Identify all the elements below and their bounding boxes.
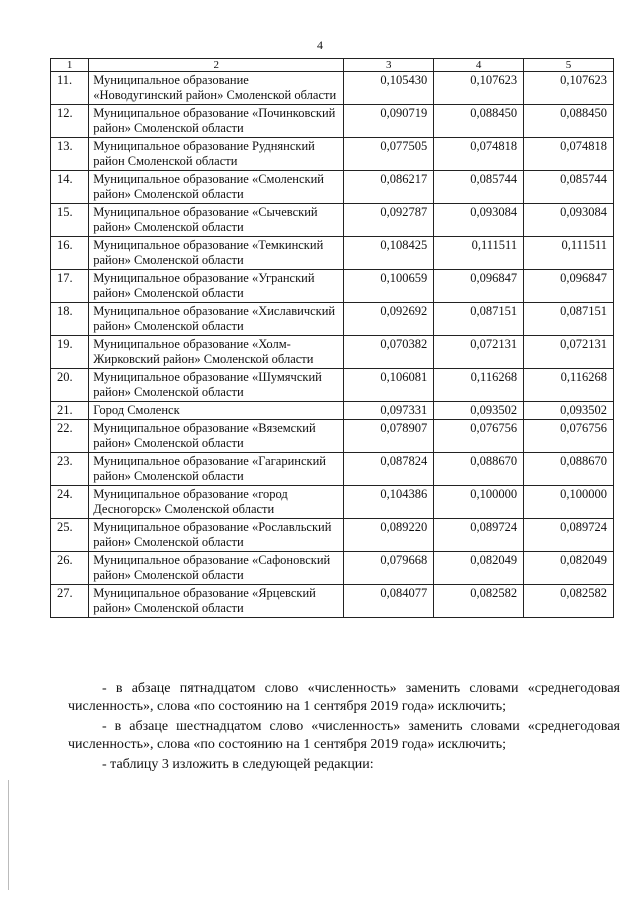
table-row xyxy=(51,420,614,453)
value-cell: 0,116268 xyxy=(524,369,614,402)
value-cell: 0,090719 xyxy=(344,105,434,138)
value-cell: 0,085744 xyxy=(524,171,614,204)
value-cell: 0,096847 xyxy=(434,270,524,303)
value-cell: 0,093084 xyxy=(434,204,524,237)
row-number-cell: 26. xyxy=(51,552,89,585)
value-cell: 0,088450 xyxy=(434,105,524,138)
row-number-cell: 11. xyxy=(51,72,89,105)
value-cell: 0,078907 xyxy=(344,420,434,453)
row-number-cell: 23. xyxy=(51,453,89,486)
value-cell: 0,087824 xyxy=(344,453,434,486)
value-cell: 0,105430 xyxy=(344,72,434,105)
table-row xyxy=(51,486,614,519)
header-cell: 2 xyxy=(89,59,344,72)
value-cell: 0,100000 xyxy=(524,486,614,519)
table-row xyxy=(51,105,614,138)
scan-edge-line xyxy=(8,780,9,890)
header-cell: 5 xyxy=(524,59,614,72)
municipality-name-cell: Муниципальное образование «Новодугинский район» Смоленской области xyxy=(89,72,344,105)
municipality-name-cell: Муниципальное образование «Шумячский район» Смоленской области xyxy=(89,369,344,402)
row-number-cell: 18. xyxy=(51,303,89,336)
table-row xyxy=(51,453,614,486)
municipality-name-cell: Муниципальное образование «Холм-Жирковский район» Смоленской области xyxy=(89,336,344,369)
municipality-name-cell: Муниципальное образование «Сафоновский район» Смоленской области xyxy=(89,552,344,585)
value-cell: 0,092787 xyxy=(344,204,434,237)
value-cell: 0,106081 xyxy=(344,369,434,402)
value-cell: 0,093502 xyxy=(524,402,614,420)
paragraph: - в абзаце шестнадцатом слово «численность» заменить словами «среднегодовая численность», слова «по состоянию на 1 сентября 2019 года» исключить; xyxy=(68,719,620,752)
row-number-cell: 19. xyxy=(51,336,89,369)
municipality-name-cell: Муниципальное образование «Хиславичский район» Смоленской области xyxy=(89,303,344,336)
row-number-cell: 27. xyxy=(51,585,89,618)
municipality-name-cell: Муниципальное образование «Гагаринский район» Смоленской области xyxy=(89,453,344,486)
value-cell: 0,092692 xyxy=(344,303,434,336)
value-cell: 0,111511 xyxy=(434,237,524,270)
municipality-name-cell: Муниципальное образование «Починковский район» Смоленской области xyxy=(89,105,344,138)
value-cell: 0,088450 xyxy=(524,105,614,138)
value-cell: 0,097331 xyxy=(344,402,434,420)
value-cell: 0,107623 xyxy=(434,72,524,105)
paragraph: - таблицу 3 изложить в следующей редакции: xyxy=(102,757,374,772)
value-cell: 0,093084 xyxy=(524,204,614,237)
value-cell: 0,104386 xyxy=(344,486,434,519)
value-cell: 0,088670 xyxy=(434,453,524,486)
row-number-cell: 21. xyxy=(51,402,89,420)
table-row xyxy=(51,72,614,105)
value-cell: 0,116268 xyxy=(434,369,524,402)
value-cell: 0,082582 xyxy=(524,585,614,618)
value-cell: 0,107623 xyxy=(524,72,614,105)
municipality-name-cell: Муниципальное образование «Ярцевский район» Смоленской области xyxy=(89,585,344,618)
table-row xyxy=(51,402,614,420)
page-number: 4 xyxy=(317,38,323,52)
value-cell: 0,096847 xyxy=(524,270,614,303)
value-cell: 0,087151 xyxy=(434,303,524,336)
value-cell: 0,074818 xyxy=(434,138,524,171)
value-cell: 0,072131 xyxy=(524,336,614,369)
row-number-cell: 17. xyxy=(51,270,89,303)
value-cell: 0,089724 xyxy=(524,519,614,552)
value-cell: 0,077505 xyxy=(344,138,434,171)
header-cell: 3 xyxy=(344,59,434,72)
table-row xyxy=(51,270,614,303)
row-number-cell: 13. xyxy=(51,138,89,171)
value-cell: 0,100000 xyxy=(434,486,524,519)
header-cell: 4 xyxy=(434,59,524,72)
table-header-row xyxy=(51,59,614,72)
row-number-cell: 24. xyxy=(51,486,89,519)
row-number-cell: 12. xyxy=(51,105,89,138)
municipality-name-cell: Муниципальное образование «Угранский район» Смоленской области xyxy=(89,270,344,303)
value-cell: 0,108425 xyxy=(344,237,434,270)
paragraph: - в абзаце пятнадцатом слово «численность» заменить словами «среднегодовая численность», слова «по состоянию на 1 сентября 2019 года» исключить; xyxy=(68,681,620,714)
table-row xyxy=(51,369,614,402)
value-cell: 0,076756 xyxy=(524,420,614,453)
value-cell: 0,111511 xyxy=(524,237,614,270)
value-cell: 0,082582 xyxy=(434,585,524,618)
row-number-cell: 16. xyxy=(51,237,89,270)
table-row xyxy=(51,519,614,552)
value-cell: 0,082049 xyxy=(524,552,614,585)
municipality-name-cell: Муниципальное образование «Смоленский район» Смоленской области xyxy=(89,171,344,204)
value-cell: 0,072131 xyxy=(434,336,524,369)
coefficients-table xyxy=(50,58,614,618)
value-cell: 0,089724 xyxy=(434,519,524,552)
municipality-name-cell: Муниципальное образование «город Десногорск» Смоленской области xyxy=(89,486,344,519)
value-cell: 0,087151 xyxy=(524,303,614,336)
table-row xyxy=(51,585,614,618)
table-row xyxy=(51,336,614,369)
value-cell: 0,084077 xyxy=(344,585,434,618)
row-number-cell: 25. xyxy=(51,519,89,552)
table-row xyxy=(51,171,614,204)
header-cell: 1 xyxy=(51,59,89,72)
body-text xyxy=(68,680,620,776)
municipality-name-cell: Муниципальное образование «Сычевский район» Смоленской области xyxy=(89,204,344,237)
table-row xyxy=(51,303,614,336)
row-number-cell: 15. xyxy=(51,204,89,237)
value-cell: 0,086217 xyxy=(344,171,434,204)
table-row xyxy=(51,138,614,171)
table-row xyxy=(51,237,614,270)
municipality-name-cell: Муниципальное образование «Вяземский район» Смоленской области xyxy=(89,420,344,453)
municipality-name-cell: Муниципальное образование «Темкинский район» Смоленской области xyxy=(89,237,344,270)
table-row xyxy=(51,204,614,237)
municipality-name-cell: Город Смоленск xyxy=(89,402,344,420)
value-cell: 0,074818 xyxy=(524,138,614,171)
value-cell: 0,093502 xyxy=(434,402,524,420)
value-cell: 0,079668 xyxy=(344,552,434,585)
table-row xyxy=(51,552,614,585)
row-number-cell: 14. xyxy=(51,171,89,204)
row-number-cell: 20. xyxy=(51,369,89,402)
value-cell: 0,082049 xyxy=(434,552,524,585)
municipality-name-cell: Муниципальное образование «Рославльский район» Смоленской области xyxy=(89,519,344,552)
value-cell: 0,076756 xyxy=(434,420,524,453)
municipality-name-cell: Муниципальное образование Руднянский район Смоленской области xyxy=(89,138,344,171)
value-cell: 0,070382 xyxy=(344,336,434,369)
value-cell: 0,089220 xyxy=(344,519,434,552)
row-number-cell: 22. xyxy=(51,420,89,453)
value-cell: 0,100659 xyxy=(344,270,434,303)
value-cell: 0,088670 xyxy=(524,453,614,486)
value-cell: 0,085744 xyxy=(434,171,524,204)
